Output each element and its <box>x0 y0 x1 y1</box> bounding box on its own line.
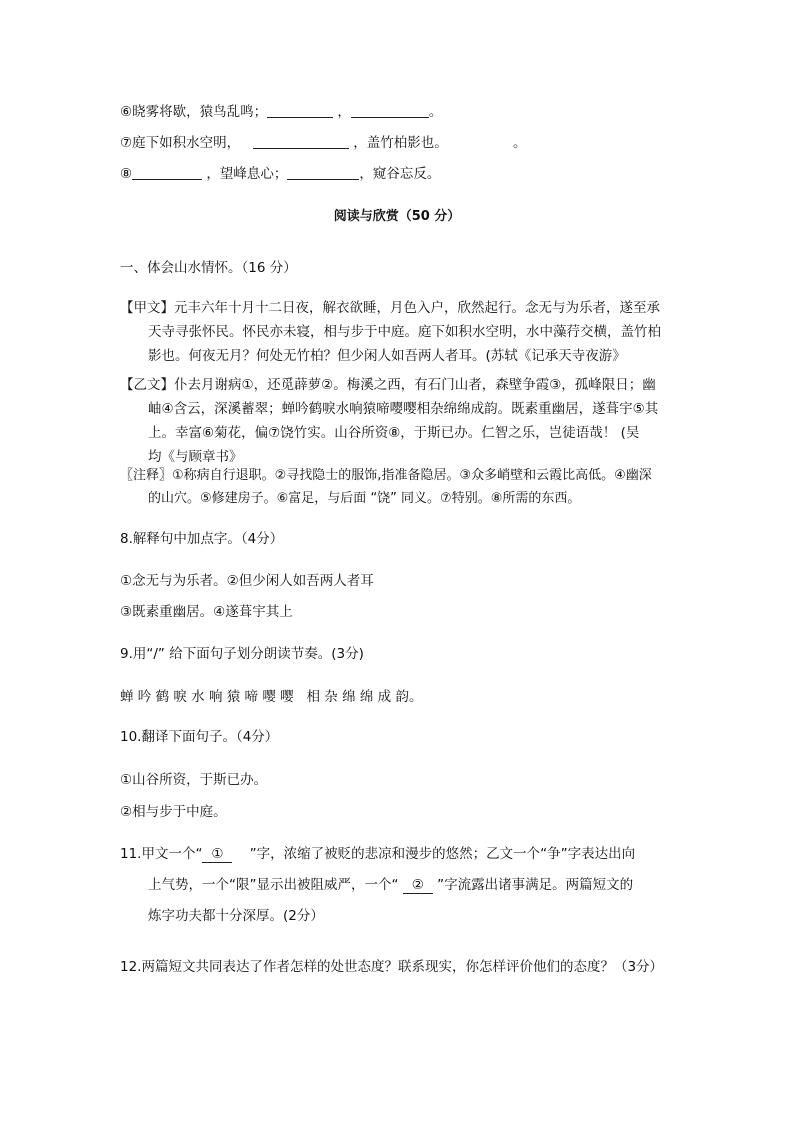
fill-line-7 <box>120 131 527 151</box>
q9-title: 9.用“/” 给下面句子划分朗读节奏。(3分) <box>120 646 364 662</box>
q12-text: 12.两篇短文共同表达了作者怎样的处世态度？联系现实，你怎样评价他们的态度？（3分） <box>120 959 664 975</box>
notes-line-1: 〖注释〗①称病自行退职。②寻找隐士的服饰,指准备隐居。③众多峭壁和云霞比高低。④幽深 <box>120 468 652 483</box>
q11-part2: ”字，浓缩了被贬的悲凉和漫步的悠然；乙文一个“争”字表达出向 <box>249 846 636 862</box>
yiwen-line-1: 【乙文】仆去月谢病①，还觅薜萝②。梅溪之西，有石门山者，森壁争霞③，孤峰限日；幽 <box>120 377 656 393</box>
q11-part1: 11.甲文一个“ <box>120 846 203 862</box>
fill-line-7-mid: ，盖竹柏影也。 <box>353 135 448 151</box>
q8-title: 8.解释句中加点字。（4分） <box>120 531 284 547</box>
fill-line-6-prefix: ⑥晓雾将歇，猿鸟乱鸣； <box>120 104 268 120</box>
answer-blank[interactable] <box>267 105 333 118</box>
fill-line-6-mid: ， <box>337 104 351 120</box>
fill-line-8-prefix: ⑧ <box>120 166 133 182</box>
q11-line-1 <box>120 842 635 863</box>
jiawen-line-2: 天寺寻张怀民。怀民亦未寝，相与步于中庭。庭下如积水空明，水中藻荇交横，盖竹柏 <box>148 324 661 340</box>
fill-line-8 <box>120 162 440 182</box>
q10-line-2: ②相与步于中庭。 <box>120 804 227 820</box>
q9-sentence: 蝉 吟 鹤 唳 水 响 猿 啼 嘤 嘤 相 杂 绵 绵 成 韵。 <box>120 689 423 705</box>
q11-line-2 <box>148 873 633 894</box>
q11-line-3: 炼字功夫都十分深厚。(2分） <box>148 908 324 924</box>
q11-blank-2[interactable]: ② <box>403 877 433 894</box>
fill-line-6-suffix: 。 <box>428 104 443 120</box>
fill-line-6 <box>120 100 442 120</box>
fill-line-8-mid: ，望峰息心； <box>206 166 288 182</box>
fill-line-7-prefix: ⑦庭下如积水空明， <box>120 135 241 151</box>
q10-line-1: ①山谷所资，于斯已办。 <box>120 772 268 788</box>
yiwen-line-3: 上。幸富⑥菊花，偏⑦饶竹实。山谷所资⑧，于斯已办。仁智之乐，岂徒语哉！ (吴 <box>148 425 640 441</box>
q11-line2b: ”字流露出诸事满足。两篇短文的 <box>437 877 634 893</box>
q11-line2a: 上气势，一个“限”显示出被阻威严，一个“ <box>148 877 399 893</box>
fill-line-7-suffix: 。 <box>513 135 527 151</box>
q8-line-1: ①念无与为乐者。②但少闲人如吾两人者耳 <box>120 573 374 589</box>
q8-line-2: ③既素重幽居。④遂葺宇其上 <box>120 604 293 620</box>
answer-blank[interactable] <box>287 167 359 180</box>
part-heading: 一、体会山水情怀。（16 分） <box>120 260 297 276</box>
jiawen-line-1: 【甲文】元丰六年十月十二日夜，解衣欲睡，月色入户，欣然起行。念无与为乐者，遂至承 <box>120 300 660 316</box>
answer-blank[interactable] <box>132 167 202 180</box>
jiawen-line-3: 影也。何夜无月？何处无竹柏？但少闲人如吾两人者耳。(苏轼《记承天寺夜游》 <box>148 348 626 364</box>
yiwen-line-4: 均《与顾章书》 <box>148 449 243 465</box>
q11-blank-1[interactable]: ① <box>202 846 232 863</box>
yiwen-line-2: 岫④含云，深溪蓄翠；蝉吟鹤唳水响猿啼嘤嘤相杂绵绵成韵。既素重幽居，遂葺宇⑤其 <box>148 401 659 417</box>
fill-line-8-suffix: ，窥谷忘反。 <box>359 166 441 182</box>
notes-line-2: 的山穴。⑤修建房子。⑥富足，与后面 “饶” 同义。⑦特别。⑧所需的东西。 <box>148 491 581 506</box>
section-title: 阅读与欣赏（50 分） <box>333 209 461 224</box>
q10-title: 10.翻译下面句子。（4分） <box>120 729 279 745</box>
answer-blank[interactable] <box>253 136 349 149</box>
answer-blank[interactable] <box>351 105 429 118</box>
